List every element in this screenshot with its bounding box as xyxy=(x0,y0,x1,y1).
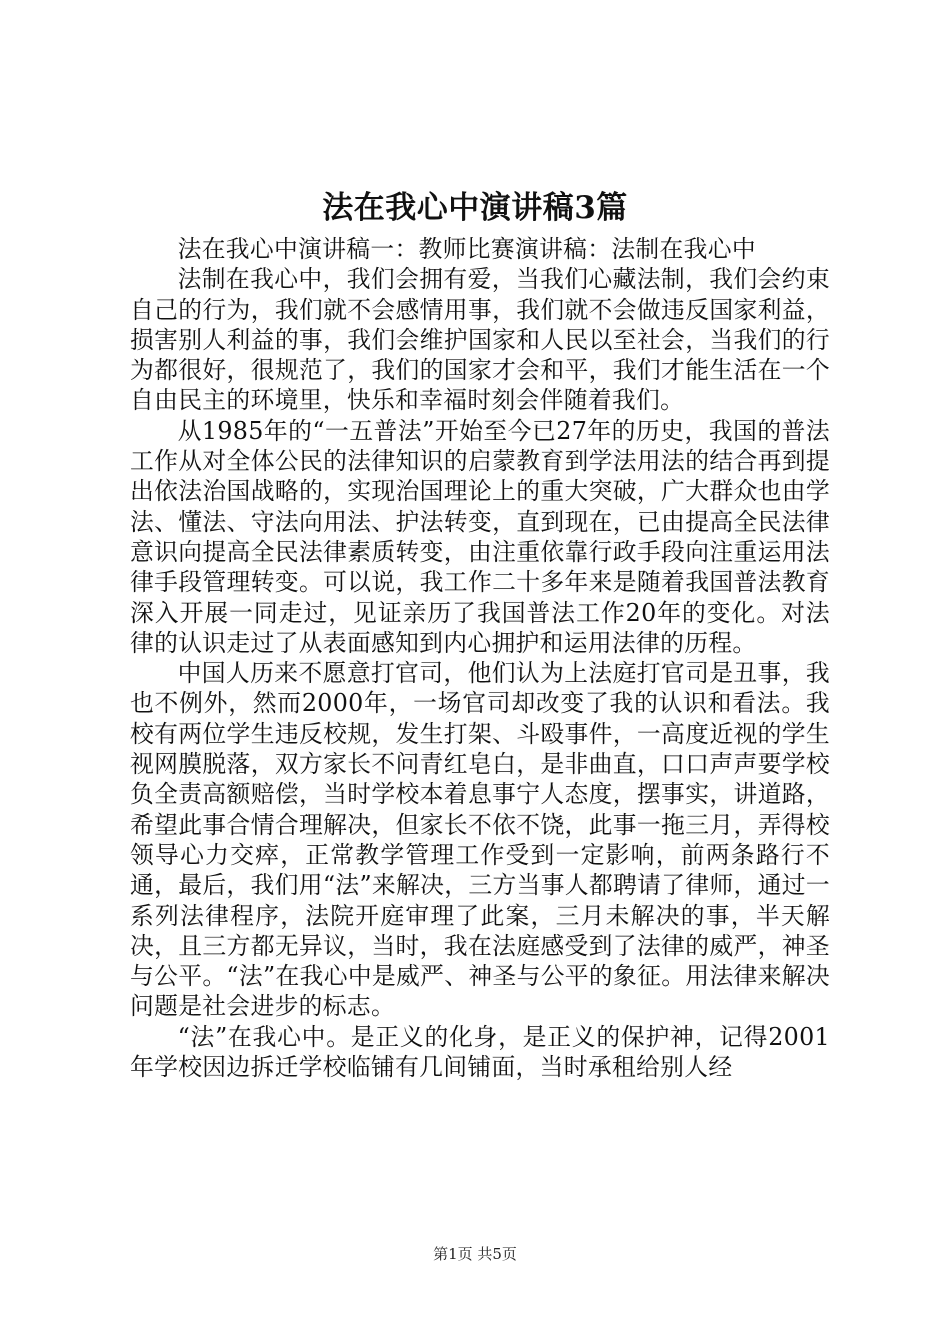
paragraph: 中国人历来不愿意打官司，他们认为上法庭打官司是丑事，我也不例外，然而2000年，一场官司却改变了我的认识和看法。我校有两位学生违反校规，发生打架、斗殴事件，一高度近视的学生视网膜脱落，双方家长不问青红皂白，是非曲直，口口声声要学校负全责高额赔偿，当时学校本着息事宁人态度，摆事实，讲道路，希望此事合情合理解决，但家长不依不饶，此事一拖三月，弄得校领导心力交瘁，正常教学管理工作受到一定影响，前两条路行不通，最后，我们用“法”来解决，三方当事人都聘请了律师，通过一系列法律程序，法院开庭审理了此案，三月未解决的事，半天解决，且三方都无异议，当时，我在法庭感受到了法律的威严，神圣与公平。“法”在我心中是威严、神圣与公平的象征。用法律来解决问题是社会进步的标志。 xyxy=(130,659,830,1021)
page-footer: 第1页 共5页 xyxy=(433,1245,517,1263)
paragraph-subtitle: 法在我心中演讲稿一：教师比赛演讲稿：法制在我心中 xyxy=(177,235,756,263)
paragraph: 法制在我心中，我们会拥有爱，当我们心藏法制，我们会约束自己的行为，我们就不会感情用事，我们就不会做违反国家利益，损害别人利益的事，我们会维护国家和人民以至社会，当我们的行为都很好，很规范了，我们的国家才会和平，我们才能生活在一个自由民主的环境里，快乐和幸福时刻会伴随着我们。 xyxy=(130,265,830,415)
paragraph: “法”在我心中。是正义的化身，是正义的保护神，记得2001年学校因边拆迁学校临铺有几间铺面，当时承租给别人经 xyxy=(130,1022,830,1082)
document-body xyxy=(130,234,830,1082)
paragraph: 从1985年的“一五普法”开始至今已27年的历史，我国的普法工作从对全体公民的法律知识的启蒙教育到学法用法的结合再到提出依法治国战略的，实现治国理论上的重大突破，广大群众也由学法、懂法、守法向用法、护法转变，直到现在，已由提高全民法律意识向提高全民法律素质转变，由注重依靠行政手段向注重运用法律手段管理转变。可以说，我工作二十多年来是随着我国普法教育深入开展一同走过，见证亲历了我国普法工作20年的变化。对法律的认识走过了从表面感知到内心拥护和运用法律的历程。 xyxy=(130,416,830,657)
document-title: 法在我心中演讲稿3篇 xyxy=(322,190,628,226)
